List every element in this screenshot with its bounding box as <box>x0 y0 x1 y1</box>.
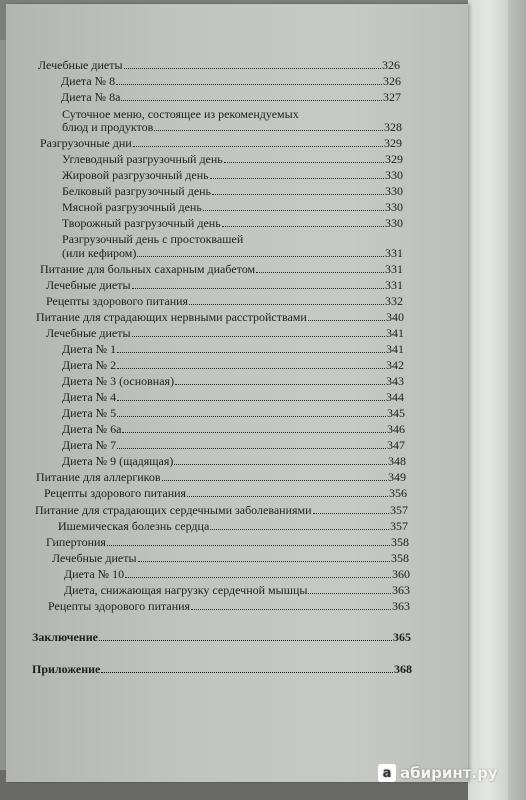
toc-entry: Диета № 8а 327 <box>61 90 401 104</box>
book-page-edge <box>468 0 508 800</box>
toc-entry: Диета № 10 360 <box>64 567 410 581</box>
toc-entry: Творожный разгрузочный день 330 <box>62 216 403 230</box>
toc-entry: Лечебные диеты 331 <box>46 278 403 292</box>
toc-entry: Диета № 5 345 <box>62 406 405 420</box>
toc-entry: Лечебные диеты 326 <box>38 58 400 72</box>
toc-entry: Питание для аллергиков 349 <box>36 470 406 484</box>
toc-entry: Питание для больных сахарным диабетом 331 <box>40 262 403 276</box>
book-page <box>6 4 468 782</box>
toc-entry: Разгрузочные дни 329 <box>40 136 402 150</box>
toc-entry: Диета № 7 347 <box>62 438 405 452</box>
toc-entry: Заключение 365 <box>32 630 411 644</box>
toc-entry: Мясной разгрузочный день 330 <box>62 200 403 214</box>
toc-entry: Диета № 3 (основная) 343 <box>62 374 404 388</box>
toc-entry: Жировой разгрузочный день 330 <box>62 168 403 182</box>
toc-entry-line: Суточное меню, состоящее из рекомендуемых <box>62 107 299 121</box>
toc-entry-line: Разгрузочный день с простоквашей <box>62 232 244 246</box>
toc-entry: Диета, снижающая нагрузку сердечной мышцы 363 <box>64 583 410 597</box>
toc-entry: блюд и продуктов 328 <box>62 120 402 134</box>
site-watermark <box>378 764 498 782</box>
toc-entry: (или кефиром) 331 <box>62 246 403 260</box>
watermark-text: абиринт.ру <box>400 764 498 782</box>
toc-entry: Питание для страдающих сердечными заболеваниями 357 <box>35 503 408 517</box>
toc-entry: Лечебные диеты 341 <box>46 326 404 340</box>
toc-entry: Приложение 368 <box>32 662 412 676</box>
labirint-logo-icon: a <box>378 764 396 782</box>
toc-entry: Гипертония 358 <box>46 535 409 549</box>
book-cover-edge <box>508 0 526 800</box>
toc-entry: Диета № 2 342 <box>62 358 404 372</box>
toc-entry: Рецепты здорового питания 363 <box>48 599 410 613</box>
toc-entry: Белковый разгрузочный день 330 <box>62 184 403 198</box>
toc-entry: Лечебные диеты 358 <box>52 551 409 565</box>
toc-entry: Диета № 4 344 <box>62 390 404 404</box>
toc-entry: Ишемическая болезнь сердца 357 <box>58 519 408 533</box>
toc-entry: Питание для страдающих нервными расстройствами 340 <box>36 310 404 324</box>
toc-entry: Диета № 6а 346 <box>62 422 405 436</box>
toc-entry: Рецепты здорового питания 356 <box>44 486 407 500</box>
toc-entry: Диета № 1 341 <box>62 342 404 356</box>
toc-entry: Рецепты здорового питания 332 <box>46 294 403 308</box>
toc-entry: Диета № 8 326 <box>61 74 401 88</box>
toc-entry: Углеводный разгрузочный день 329 <box>62 152 403 166</box>
toc-entry: Диета № 9 (щадящая) 348 <box>62 454 406 468</box>
